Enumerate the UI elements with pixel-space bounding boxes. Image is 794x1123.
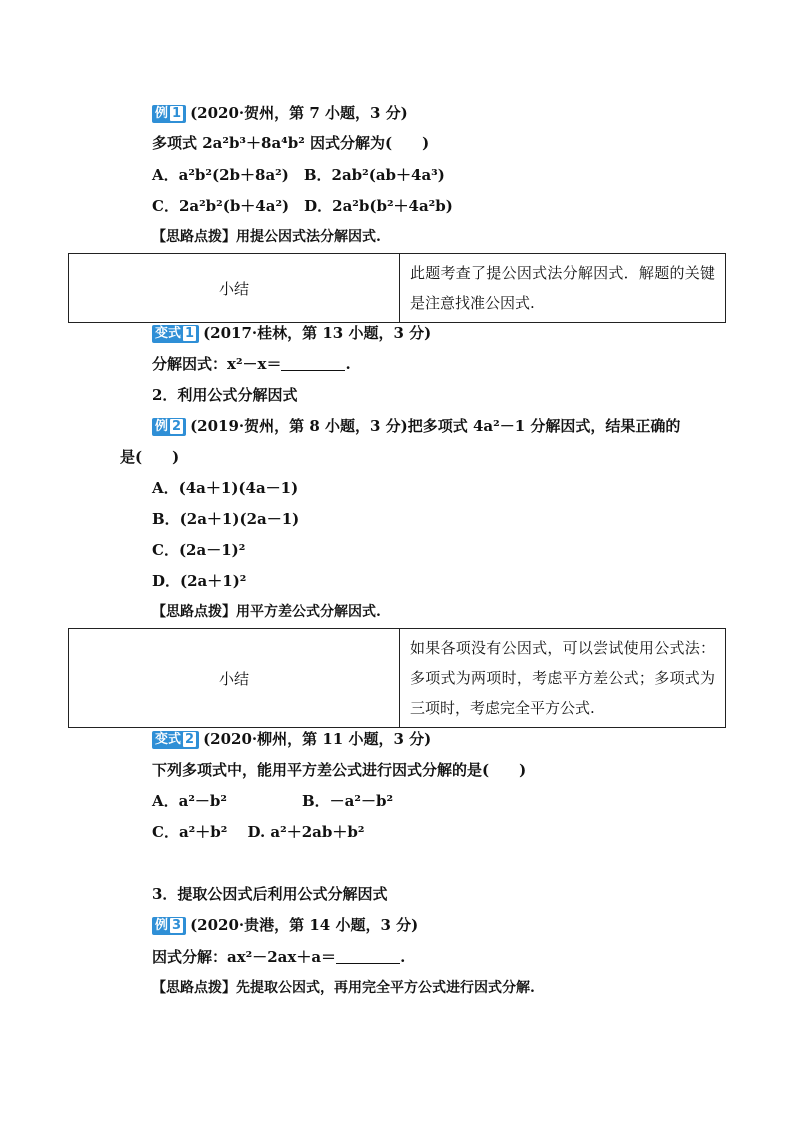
example-3-source: (2020·贵港，第 14 小题，3 分) [190, 916, 419, 934]
variant-tag: 变式 1 [152, 325, 199, 343]
variant-2-question: 下列多项式中，能用平方差公式进行因式分解的是( ) [152, 761, 527, 779]
summary-text: 如果各项没有公因式，可以尝试使用公式法：多项式为两项时，考虑平方差公式；多项式为三项时，考虑完全平方公式. [400, 629, 726, 728]
summary-label: 小结 [69, 254, 400, 323]
example-3-hint: 【思路点拨】先提取公因式，再用完全平方公式进行因式分解. [152, 980, 535, 996]
example-3-question: 因式分解：ax²－2ax＋a＝ . [152, 948, 406, 966]
example-tag: 例 2 [152, 418, 186, 436]
example-tag: 例 1 [152, 105, 186, 123]
section-2-heading: 2．利用公式分解因式 [152, 386, 298, 404]
example-tag: 例 3 [152, 917, 186, 935]
summary-table-2 [68, 628, 726, 728]
answer-blank[interactable] [281, 356, 345, 371]
summary-text: 此题考查了提公因式法分解因式．解题的关键是注意找准公因式. [400, 254, 726, 323]
variant-1-question: 分解因式：x²－x＝ . [152, 355, 351, 373]
example-1-source: (2020·贺州，第 7 小题，3 分) [190, 104, 408, 122]
variant-1-heading [152, 322, 431, 344]
example-2-hint: 【思路点拨】用平方差公式分解因式. [152, 604, 381, 620]
summary-label: 小结 [69, 629, 400, 728]
example-2-continuation: 是( ) [120, 448, 180, 466]
example-2-option-a: A．(4a＋1)(4a－1) [152, 479, 299, 497]
example-2-source: (2019·贺州，第 8 小题，3 分)把多项式 4a²－1 分解因式，结果正确的 [190, 417, 681, 435]
example-1-options-cd: C．2a²b²(b＋4a²) D．2a²b(b²＋4a²b) [152, 197, 453, 215]
example-1-heading [152, 102, 408, 124]
variant-2-options-cd: C．a²＋b² D. a²＋2ab＋b² [152, 823, 365, 841]
variant-tag: 变式 2 [152, 731, 199, 749]
example-1-hint: 【思路点拨】用提公因式法分解因式. [152, 229, 381, 245]
variant-2-heading [152, 728, 431, 750]
example-2-option-d: D．(2a＋1)² [152, 572, 247, 590]
variant-1-source: (2017·桂林，第 13 小题，3 分) [203, 324, 432, 342]
example-1-options-ab: A．a²b²(2b＋8a²) B．2ab²(ab＋4a³) [152, 166, 445, 184]
example-2-option-c: C．(2a－1)² [152, 541, 246, 559]
example-2-option-b: B．(2a＋1)(2a－1) [152, 510, 300, 528]
example-1-question: 多项式 2a²b³＋8a⁴b² 因式分解为( ) [152, 134, 430, 152]
section-3-heading: 3．提取公因式后利用公式分解因式 [152, 885, 388, 903]
summary-table-1 [68, 253, 726, 323]
variant-2-source: (2020·柳州，第 11 小题，3 分) [203, 730, 432, 748]
answer-blank[interactable] [336, 949, 400, 964]
example-3-heading [152, 914, 418, 936]
variant-2-options-ab: A．a²－b² B．－a²－b² [152, 792, 394, 810]
example-2-heading [152, 415, 680, 437]
